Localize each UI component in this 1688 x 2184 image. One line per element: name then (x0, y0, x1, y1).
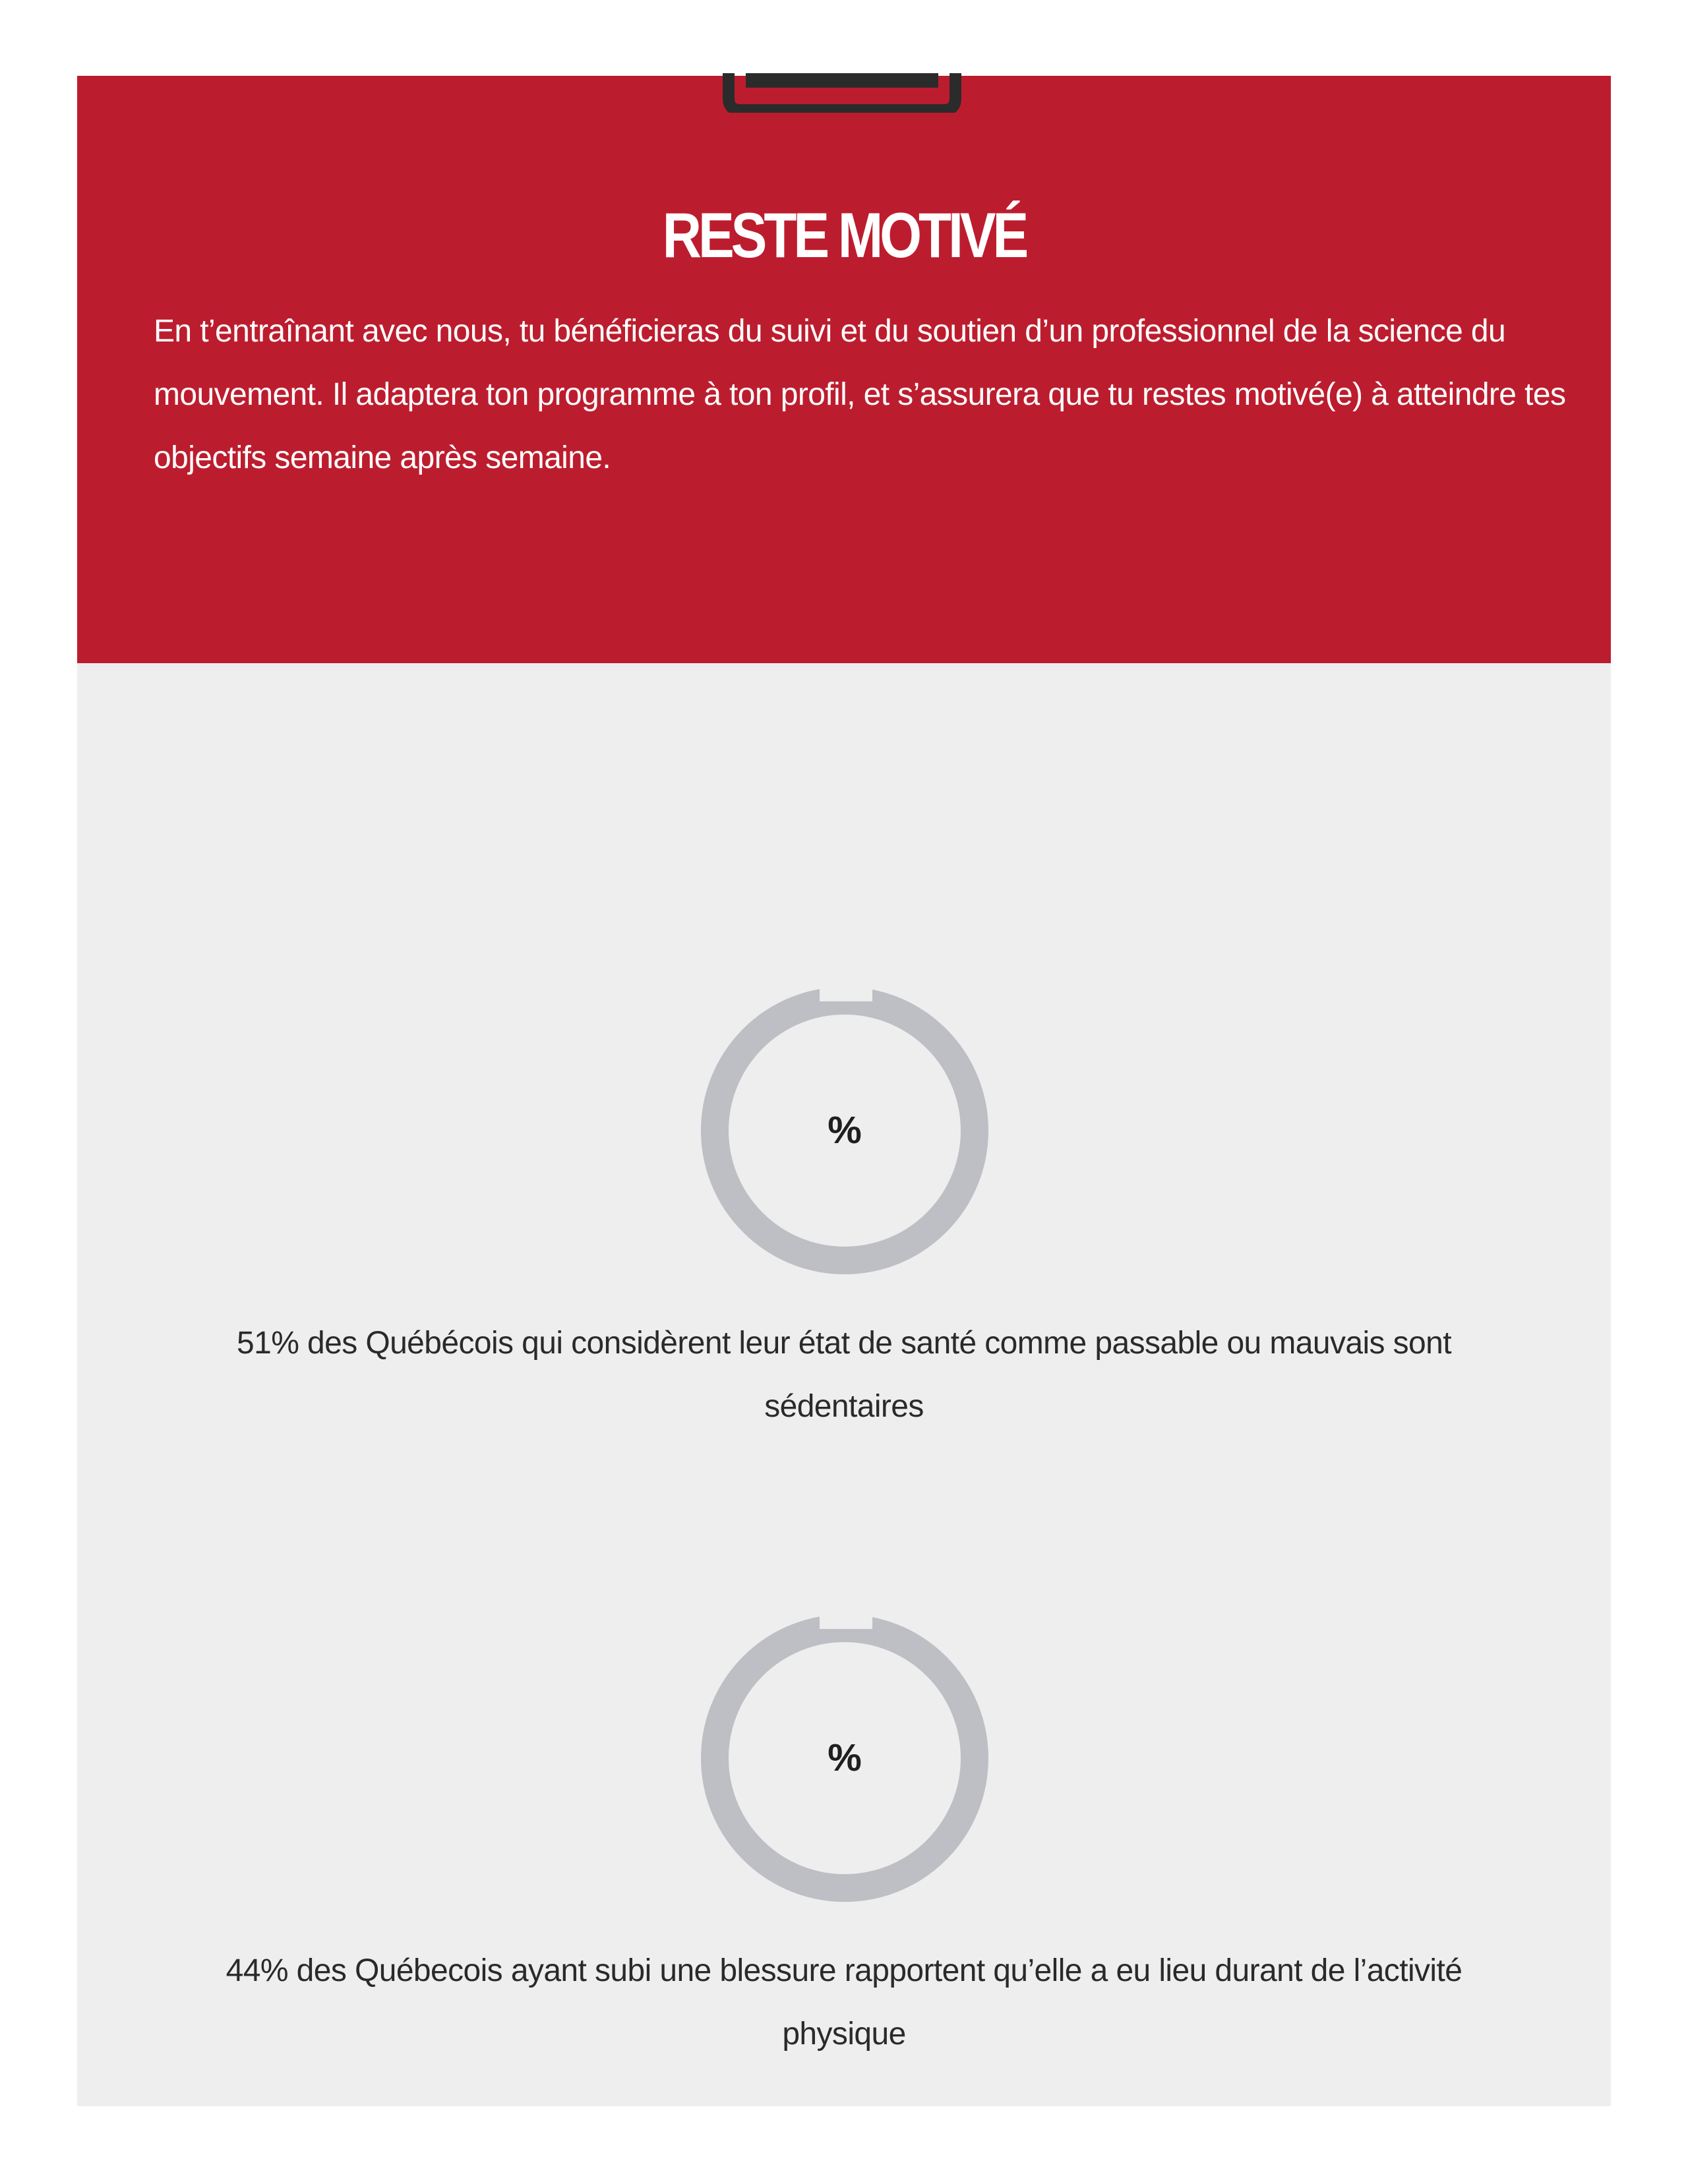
progress-ring-label: % (828, 1109, 862, 1152)
tablet-icon (721, 73, 963, 113)
section-title: RESTE MOTIVÉ (662, 200, 1026, 272)
stat-caption: 51% des Québécois qui considèrent leur état de santé comme passable ou mauvais sont sédentaires (237, 1326, 1451, 1424)
section-description: En t’entraînant avec nous, tu bénéficieras du suivi et du soutien d’un professionnel de la science du mouvement. Il adaptera ton programme à ton profil, et s’assurera que tu restes motivé(e) à atteindre tes objectifs semaine après semaine. (154, 314, 1566, 475)
statistics-section (77, 663, 1611, 2106)
progress-ring (701, 987, 988, 1274)
stat-caption: 44% des Québecois ayant subi une blessure rapportent qu’elle a eu lieu durant de l’activité physique (226, 1953, 1462, 2051)
progress-ring-label: % (828, 1736, 862, 1779)
page-content (77, 76, 1611, 2106)
motivation-section (77, 76, 1611, 663)
progress-ring (701, 1614, 988, 1902)
